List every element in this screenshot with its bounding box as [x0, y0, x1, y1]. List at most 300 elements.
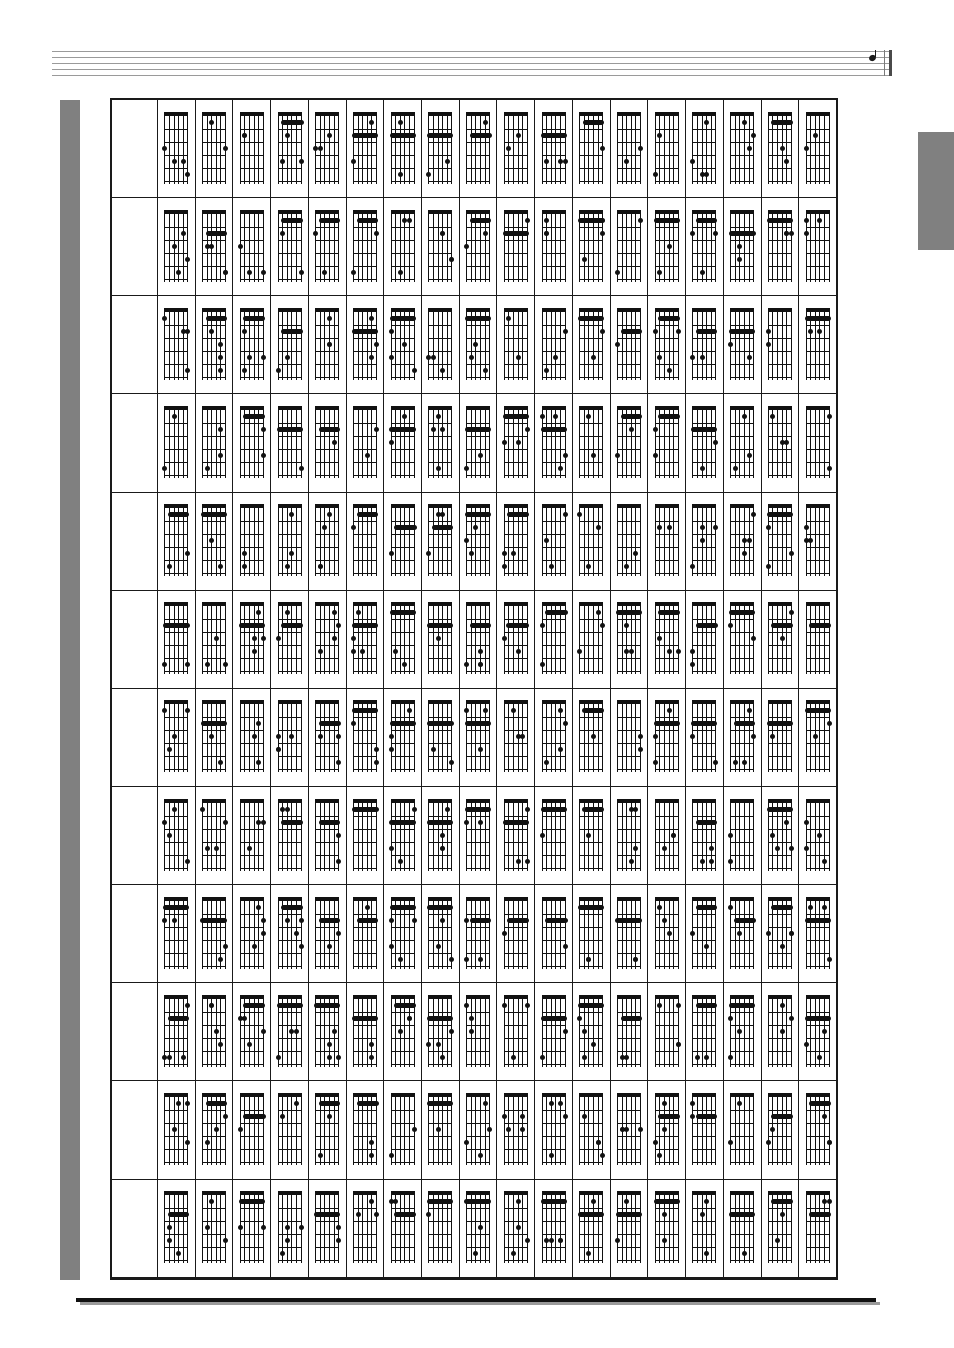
chord-fret-line — [428, 1247, 452, 1248]
chord-fret-line — [428, 1025, 452, 1026]
chord-nut — [202, 210, 226, 214]
chord-fret-line — [579, 1038, 603, 1039]
chord-fret-line — [730, 547, 754, 548]
chord-fret-line — [391, 717, 415, 718]
chord-nut — [164, 602, 188, 606]
chord-grid-row-header — [112, 688, 158, 786]
chord-barre — [658, 316, 679, 321]
chord-finger-dot — [690, 564, 695, 569]
chord-diagram — [464, 112, 492, 186]
chord-diagram — [238, 897, 266, 971]
chord-fret-line — [806, 227, 830, 228]
chord-nut — [353, 308, 377, 312]
chord-grid-cell — [384, 198, 422, 296]
chord-fret-line — [579, 475, 603, 476]
chord-finger-dot — [544, 159, 549, 164]
chord-fret-line — [202, 671, 226, 672]
chord-diagram — [728, 406, 756, 480]
chord-finger-dot — [369, 1153, 374, 1158]
chord-diagram — [426, 897, 454, 971]
chord-fret-line — [542, 940, 566, 941]
chord-fret-line — [315, 816, 339, 817]
chord-fret-line — [202, 142, 226, 143]
chord-cell-content — [233, 1081, 270, 1178]
chord-diagram — [766, 700, 794, 774]
chord-fret-line — [428, 338, 452, 339]
chord-fret-line — [278, 914, 302, 915]
chord-fret-line — [240, 1012, 264, 1013]
chord-finger-dot — [336, 760, 341, 765]
chord-diagram — [728, 995, 756, 1069]
chord-finger-dot — [780, 944, 785, 949]
chord-fret-line — [391, 168, 415, 169]
chord-string — [522, 114, 523, 184]
chord-fret-line — [391, 279, 415, 280]
chord-diagram — [426, 406, 454, 480]
chord-string — [560, 212, 561, 282]
chord-fret-line — [240, 240, 264, 241]
chord-fret-line — [353, 266, 377, 267]
chord-nut — [617, 700, 641, 704]
chord-fret-line — [730, 155, 754, 156]
chord-string — [211, 604, 212, 674]
chord-cell-content — [347, 394, 384, 491]
chord-fret-line — [353, 1260, 377, 1261]
chord-fret-line — [768, 1012, 792, 1013]
chord-finger-dot — [525, 859, 530, 864]
chord-finger-dot — [690, 1114, 695, 1119]
chord-fret-line — [428, 573, 452, 574]
chord-finger-dot — [516, 734, 521, 739]
chord-grid-cell — [686, 198, 724, 296]
chord-fret-line — [730, 1260, 754, 1261]
chord-fret-line — [202, 717, 226, 718]
chord-fret-line — [391, 730, 415, 731]
chord-fret-line — [240, 855, 264, 856]
chord-fret-line — [428, 1123, 452, 1124]
chord-string — [216, 212, 217, 282]
chord-diagram — [464, 1191, 492, 1265]
chord-fret-line — [353, 240, 377, 241]
chord-cell-content — [497, 983, 534, 1080]
chord-fret-line — [542, 1162, 566, 1163]
chord-nut — [692, 897, 716, 901]
chord-fret-line — [504, 966, 528, 967]
chord-finger-dot — [322, 525, 327, 530]
chord-grid-cell — [422, 983, 460, 1081]
chord-grid-cell — [535, 394, 573, 492]
chord-diagram — [351, 112, 379, 186]
chord-fret-line — [164, 1123, 188, 1124]
chord-string — [640, 801, 641, 871]
chord-string — [367, 114, 368, 184]
chord-string — [376, 1193, 377, 1263]
chord-cell-content — [535, 689, 572, 786]
chord-grid-cell — [195, 198, 233, 296]
chord-diagram — [464, 897, 492, 971]
chord-finger-dot — [436, 414, 441, 419]
chord-cell-content — [196, 100, 233, 197]
chord-grid-row-header — [112, 1179, 158, 1277]
chord-cell-content — [573, 394, 610, 491]
chord-cell-content — [799, 1180, 836, 1277]
chord-diagram — [540, 799, 568, 873]
chord-cell-content — [347, 983, 384, 1080]
chord-fret-line — [391, 914, 415, 915]
chord-finger-dot — [615, 270, 620, 275]
chord-string — [329, 604, 330, 674]
chord-finger-dot — [817, 1055, 822, 1060]
chord-finger-dot — [336, 859, 341, 864]
chord-nut — [278, 700, 302, 704]
chord-fret-line — [278, 266, 302, 267]
chord-fret-line — [768, 168, 792, 169]
chord-finger-dot — [318, 1153, 323, 1158]
chord-fret-line — [655, 914, 679, 915]
chord-cell-content — [535, 983, 572, 1080]
chord-nut — [315, 308, 339, 312]
chord-grid-cell — [535, 983, 573, 1081]
chord-finger-dot — [162, 662, 167, 667]
chord-grid-row — [112, 1277, 837, 1278]
chord-string — [400, 1095, 401, 1165]
chord-finger-dot — [167, 564, 172, 569]
chord-diagram — [162, 210, 190, 284]
chord-nut — [617, 995, 641, 999]
chord-string — [555, 702, 556, 772]
chord-fret-line — [617, 730, 641, 731]
chord-diagram — [804, 210, 832, 284]
chord-string — [278, 212, 279, 282]
chord-finger-dot — [469, 355, 474, 360]
chord-finger-dot — [172, 1127, 177, 1132]
chord-nut — [278, 897, 302, 901]
chord-string — [278, 801, 279, 871]
chord-string — [527, 1193, 528, 1263]
chord-fret-line — [504, 325, 528, 326]
chord-fret-line — [164, 645, 188, 646]
chord-finger-dot — [540, 662, 545, 667]
chord-fret-line — [806, 816, 830, 817]
chord-fret-line — [542, 279, 566, 280]
chord-fret-line — [466, 436, 490, 437]
chord-cell-content — [347, 493, 384, 590]
chord-finger-dot — [591, 355, 596, 360]
chord-string — [329, 1193, 330, 1263]
chord-fret-line — [240, 1025, 264, 1026]
chord-fret-line — [391, 1012, 415, 1013]
chord-string — [711, 702, 712, 772]
chord-fret-line — [542, 521, 566, 522]
chord-string — [565, 1095, 566, 1165]
chord-cell-content — [347, 689, 384, 786]
chord-diagram — [276, 112, 304, 186]
chord-fret-line — [164, 475, 188, 476]
chord-grid-cell — [459, 786, 497, 884]
chord-fret-line — [504, 338, 528, 339]
chord-barre — [277, 1003, 303, 1008]
chord-string — [702, 604, 703, 674]
chord-grid-cell — [648, 786, 686, 884]
chord-string — [447, 310, 448, 380]
chord-fret-line — [692, 1064, 716, 1065]
chord-diagram — [540, 897, 568, 971]
chord-finger-dot — [185, 662, 190, 667]
chord-finger-dot — [804, 231, 809, 236]
chord-fret-line — [391, 338, 415, 339]
chord-fret-line — [655, 155, 679, 156]
chord-string — [291, 801, 292, 871]
chord-string — [673, 702, 674, 772]
chord-fret-line — [353, 1051, 377, 1052]
chord-string — [334, 114, 335, 184]
chord-finger-dot — [808, 538, 813, 543]
chord-string — [320, 899, 321, 969]
chord-finger-dot — [478, 453, 483, 458]
chord-fret-line — [353, 829, 377, 830]
chord-cell-content — [271, 394, 308, 491]
chord-grid-cell — [497, 1179, 535, 1277]
chord-finger-dot — [804, 525, 809, 530]
chord-finger-dot — [540, 414, 545, 419]
chord-fret-line — [617, 1247, 641, 1248]
chord-fret-line — [579, 756, 603, 757]
chord-fret-line — [617, 1149, 641, 1150]
chord-string — [315, 212, 316, 282]
chord-fret-line — [428, 1110, 452, 1111]
chord-string — [315, 1193, 316, 1263]
chord-string — [546, 997, 547, 1067]
chord-fret-line — [315, 940, 339, 941]
chord-finger-dot — [751, 231, 756, 236]
chord-fret-line — [240, 475, 264, 476]
chord-string — [730, 114, 731, 184]
chord-finger-dot — [289, 512, 294, 517]
chord-grid-cell — [271, 1081, 309, 1179]
chord-fret-line — [428, 619, 452, 620]
chord-string — [664, 114, 665, 184]
chord-finger-dot — [294, 218, 299, 223]
chord-fret-line — [428, 717, 452, 718]
chord-barre — [243, 316, 264, 321]
chord-diagram — [200, 700, 228, 774]
chord-string — [480, 702, 481, 772]
chord-fret-line — [730, 1149, 754, 1150]
chord-cell-content — [460, 885, 497, 982]
chord-cell-content — [573, 885, 610, 982]
chord-fret-line — [692, 449, 716, 450]
chord-string — [174, 1193, 175, 1263]
chord-nut — [542, 897, 566, 901]
chord-fret-line — [278, 168, 302, 169]
chord-fret-line — [466, 325, 490, 326]
chord-fret-line — [353, 855, 377, 856]
chord-diagram — [238, 504, 266, 578]
chord-string — [744, 899, 745, 969]
chord-nut — [466, 406, 490, 410]
chord-fret-line — [768, 927, 792, 928]
chord-finger-dot — [185, 329, 190, 334]
chord-fret-line — [202, 868, 226, 869]
chord-fret-line — [579, 534, 603, 535]
chord-grid-cell — [610, 983, 648, 1081]
chord-fret-line — [542, 1123, 566, 1124]
chord-string — [565, 114, 566, 184]
chord-barre — [578, 905, 604, 910]
chord-string — [551, 114, 552, 184]
chord-diagram — [804, 995, 832, 1069]
chord-fret-line — [202, 1260, 226, 1261]
chord-fret-line — [315, 338, 339, 339]
chord-fret-line — [542, 351, 566, 352]
chord-grid-cell — [686, 1081, 724, 1179]
chord-finger-dot — [172, 244, 177, 249]
chord-fret-line — [353, 1123, 377, 1124]
chord-nut — [202, 602, 226, 606]
chord-finger-dot — [690, 662, 695, 667]
chord-grid-cell — [610, 296, 648, 394]
chord-fret-line — [466, 253, 490, 254]
chord-fret-line — [692, 730, 716, 731]
chord-fret-line — [692, 658, 716, 659]
chord-fret-line — [353, 573, 377, 574]
chord-nut — [278, 112, 302, 116]
chord-grid-cell — [535, 688, 573, 786]
chord-cell-content — [686, 1081, 723, 1178]
chord-string — [810, 1193, 811, 1263]
chord-string — [249, 604, 250, 674]
chord-nut — [806, 1093, 830, 1097]
chord-string — [655, 506, 656, 576]
chord-finger-dot — [653, 329, 658, 334]
chord-fret-line — [504, 449, 528, 450]
chord-fret-line — [542, 1064, 566, 1065]
chord-string — [669, 801, 670, 871]
chord-fret-line — [278, 1136, 302, 1137]
chord-fret-line — [730, 240, 754, 241]
chord-grid-cell — [233, 1081, 271, 1179]
chord-fret-line — [806, 940, 830, 941]
chord-cell-content — [196, 885, 233, 982]
chord-fret-line — [315, 142, 339, 143]
chord-string — [579, 604, 580, 674]
chord-fret-line — [655, 855, 679, 856]
chord-fret-line — [164, 842, 188, 843]
chord-cell-content — [686, 1180, 723, 1277]
chord-grid-cell — [610, 786, 648, 884]
chord-fret-line — [466, 142, 490, 143]
chord-fret-line — [164, 560, 188, 561]
chord-string — [409, 408, 410, 478]
chord-diagram — [766, 995, 794, 1069]
chord-nut — [768, 1093, 792, 1097]
chord-fret-line — [428, 475, 452, 476]
chord-nut — [579, 210, 603, 214]
chord-fret-line — [240, 364, 264, 365]
staff-line — [52, 57, 892, 58]
chord-cell-content — [347, 591, 384, 688]
chord-fret-line — [391, 253, 415, 254]
chord-fret-line — [240, 743, 264, 744]
chord-string — [334, 702, 335, 772]
chord-nut — [240, 210, 264, 214]
chord-fret-line — [240, 953, 264, 954]
chord-string — [735, 899, 736, 969]
chord-barre — [243, 1003, 264, 1008]
chord-finger-dot — [351, 721, 356, 726]
chord-barre — [578, 316, 604, 321]
chord-diagram — [464, 1093, 492, 1167]
chord-finger-dot — [690, 231, 695, 236]
chord-string — [527, 310, 528, 380]
chord-fret-line — [617, 1064, 641, 1065]
chord-nut — [202, 308, 226, 312]
chord-fret-line — [617, 168, 641, 169]
chord-finger-dot — [209, 538, 214, 543]
chord-finger-dot — [294, 931, 299, 936]
chord-string — [782, 702, 783, 772]
chord-string — [815, 212, 816, 282]
chord-nut — [315, 995, 339, 999]
chord-fret-line — [278, 632, 302, 633]
chord-cell-content — [233, 591, 270, 688]
chord-cell-content — [196, 689, 233, 786]
chord-fret-line — [655, 756, 679, 757]
chord-finger-dot — [242, 329, 247, 334]
chord-finger-dot — [351, 525, 356, 530]
chord-string — [291, 1193, 292, 1263]
chord-finger-dot — [374, 1212, 379, 1217]
chord-diagram — [389, 1191, 417, 1265]
chord-fret-line — [240, 1051, 264, 1052]
chord-finger-dot — [563, 453, 568, 458]
chord-fret-line — [240, 279, 264, 280]
chord-finger-dot — [563, 918, 568, 923]
chord-diagram — [653, 1191, 681, 1265]
chord-string — [768, 1095, 769, 1165]
chord-fret-line — [278, 1260, 302, 1261]
chord-nut — [202, 504, 226, 508]
chord-nut — [164, 799, 188, 803]
chord-cell-content — [724, 100, 761, 197]
chord-fret-line — [579, 1221, 603, 1222]
chord-fret-line — [391, 1110, 415, 1111]
chord-cell-content — [309, 591, 346, 688]
chord-grid-cell — [158, 198, 196, 296]
chord-fret-line — [617, 181, 641, 182]
chord-fret-line — [768, 1110, 792, 1111]
chord-nut — [504, 602, 528, 606]
chord-diagram — [238, 799, 266, 873]
chord-fret-line — [579, 129, 603, 130]
chord-finger-dot — [516, 512, 521, 517]
chord-nut — [466, 1191, 490, 1195]
chord-cell-content — [158, 296, 195, 393]
chord-fret-line — [579, 671, 603, 672]
chord-barre — [541, 427, 567, 432]
chord-fret-line — [542, 377, 566, 378]
chord-nut — [391, 406, 415, 410]
chord-diagram — [577, 700, 605, 774]
chord-barre — [314, 1212, 340, 1217]
chord-diagram — [540, 995, 568, 1069]
chord-fret-line — [240, 155, 264, 156]
chord-string — [669, 506, 670, 576]
chord-fret-line — [353, 364, 377, 365]
chord-string — [315, 702, 316, 772]
chord-barre — [352, 623, 378, 628]
chord-fret-line — [353, 966, 377, 967]
